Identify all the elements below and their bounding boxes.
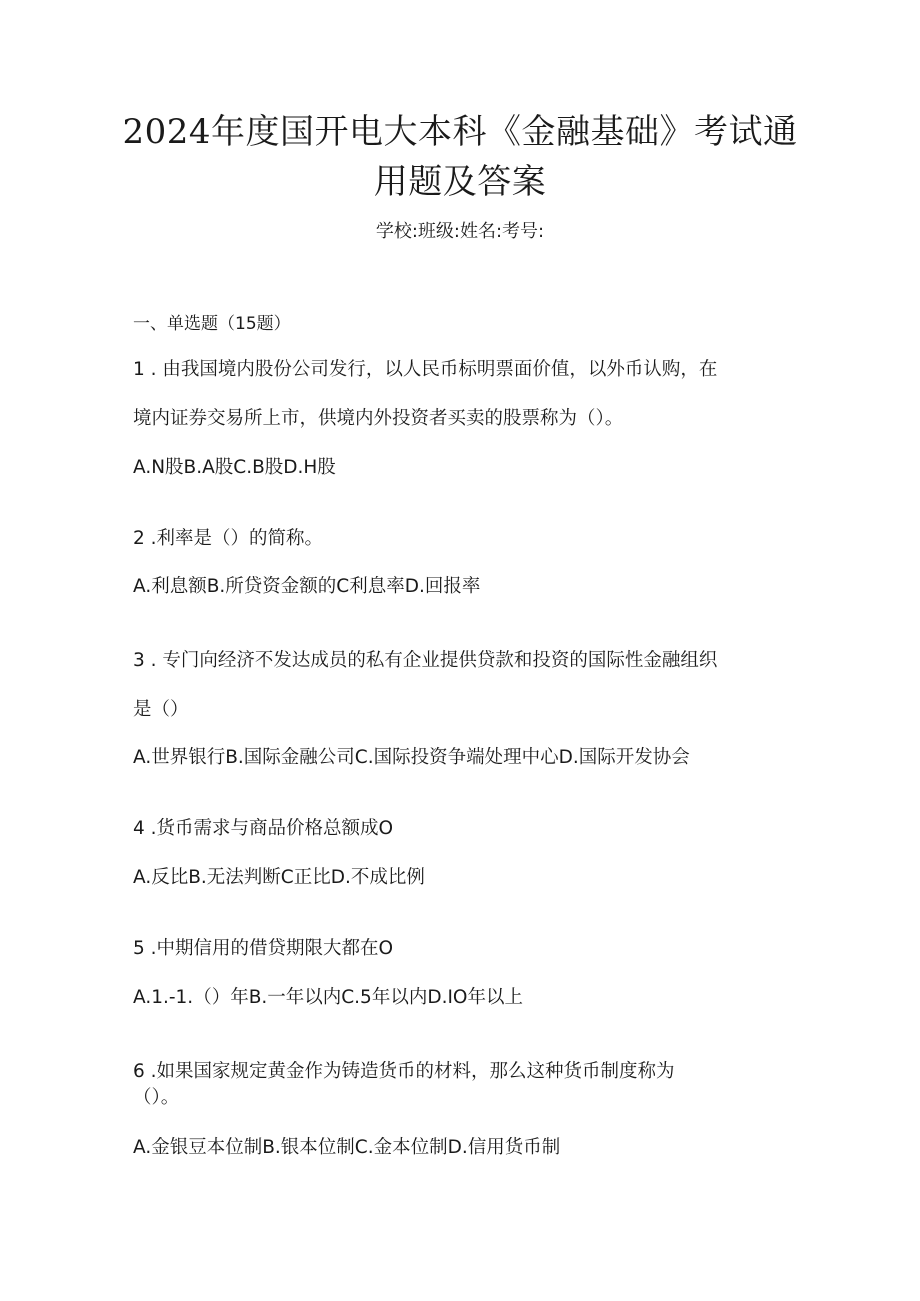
question-3-options: A.世界银行B.国际金融公司C.国际投资争端处理中心D.国际开发协会 [133, 747, 690, 768]
question-6-line-2: （）。 [133, 1087, 180, 1108]
question-5-options: A.1.-1.（）年B.一年以内C.5年以内D.IO年以上 [133, 987, 523, 1008]
question-4-options: A.反比B.无法判断C正比D.不成比例 [133, 867, 425, 888]
question-6-options: A.金银豆本位制B.银本位制C.金本位制D.信用货币制 [133, 1137, 561, 1158]
student-info-line: 学校:班级:姓名:考号: [375, 221, 545, 242]
question-3-line-2: 是（） [133, 699, 189, 720]
question-2-options: A.利息额B.所贷资金额的C利息率D.回报率 [133, 576, 481, 597]
question-1-line-1: 1 . 由我国境内股份公司发行，以人民币标明票面价值，以外币认购，在 [133, 359, 718, 380]
document-title-line-1: 2024年度国开电大本科《金融基础》考试通 [122, 112, 798, 152]
section-heading: 一、单选题（15题） [133, 314, 291, 334]
question-4-line-1: 4 .货币需求与商品价格总额成O [133, 818, 394, 839]
question-6-line-1: 6 .如果国家规定黄金作为铸造货币的材料，那么这种货币制度称为 [133, 1061, 675, 1082]
question-1-line-2: 境内证券交易所上市，供境内外投资者买卖的股票称为（）。 [133, 408, 624, 429]
document-title-line-2: 用题及答案 [373, 162, 547, 202]
question-3-line-1: 3 . 专门向经济不发达成员的私有企业提供贷款和投资的国际性金融组织 [133, 650, 718, 671]
question-2-line-1: 2 .利率是（）的简称。 [133, 528, 324, 549]
question-1-options: A.N股B.A股C.B股D.H股 [133, 457, 336, 478]
question-5-line-1: 5 .中期信用的借贷期限大都在O [133, 938, 394, 959]
